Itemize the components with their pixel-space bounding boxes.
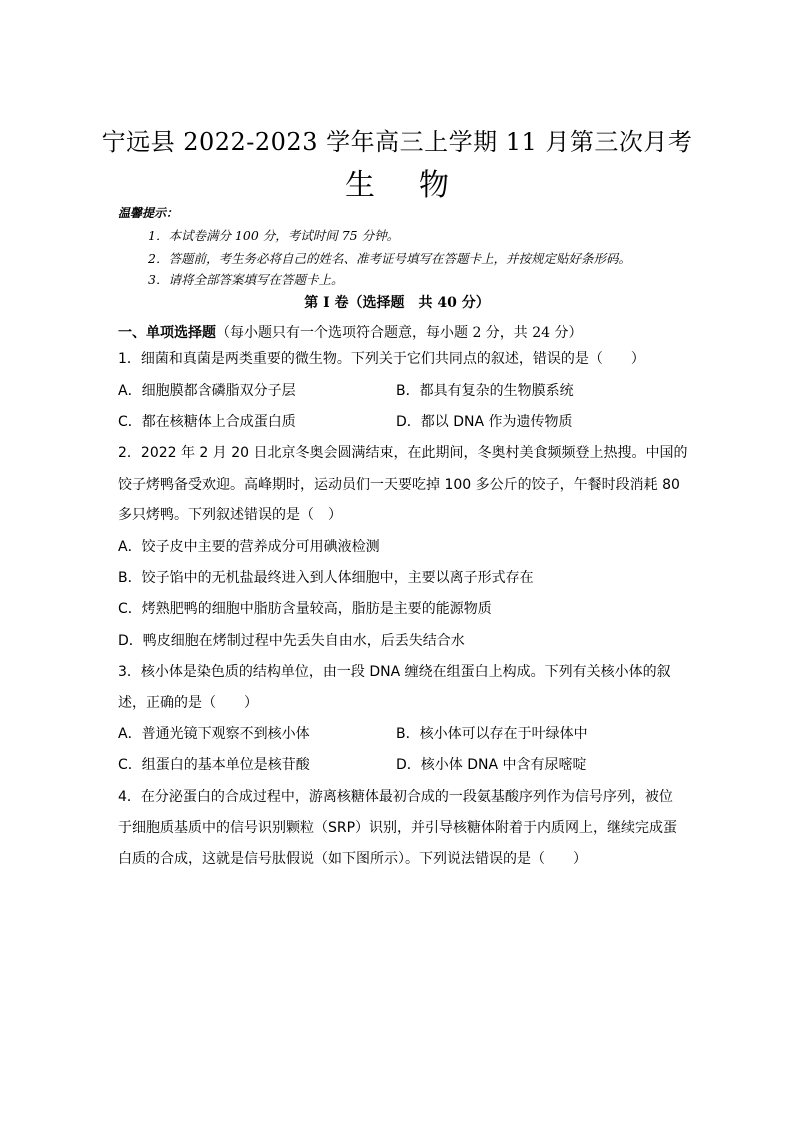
question-3-option-b: B．核小体可以存在于叶绿体中: [396, 726, 588, 742]
part-label: 一、单项选择题: [118, 325, 216, 341]
section-title: 第 I 卷（选择题 共 40 分）: [304, 295, 490, 311]
tip-item: 2．答题前，考生务必将自己的姓名、准考证号填写在答题卡上，并按规定贴好条形码。: [148, 251, 631, 266]
question-3-stem-line: 述，正确的是（ ）: [118, 695, 258, 711]
question-4-stem-line: 白质的合成，这就是信号肽假说（如下图所示）。下列说法错误的是（ ）: [118, 851, 587, 867]
question-3-option-d: D．核小体 DNA 中含有尿嘧啶: [396, 757, 587, 773]
question-4-stem-line: 4．在分泌蛋白的合成过程中，游离核糖体最初合成的一段氨基酸序列作为信号序列，被位: [118, 789, 673, 805]
tips-heading: 温馨提示：: [118, 206, 179, 220]
question-2-option-d: D．鸭皮细胞在烤制过程中先丢失自由水，后丢失结合水: [118, 633, 465, 649]
question-2-stem-line: 2．2022 年 2 月 20 日北京冬奥会圆满结束，在此期间，冬奥村美食频频登上热搜。中国的: [118, 445, 688, 461]
question-1-option-b: B．都具有复杂的生物膜系统: [396, 383, 574, 399]
question-1-stem: 1．细菌和真菌是两类重要的微生物。下列关于它们共同点的叙述，错误的是（ ）: [118, 351, 645, 367]
question-2-option-c: C．烤熟肥鸭的细胞中脂肪含量较高，脂肪是主要的能源物质: [118, 601, 492, 617]
question-1-option-d: D．都以 DNA 作为遗传物质: [396, 414, 573, 430]
exam-title: 宁远县 2022-2023 学年高三上学期 11 月第三次月考: [101, 128, 693, 156]
question-1-option-c: C．都在核糖体上合成蛋白质: [118, 414, 296, 430]
part-note: （每小题只有一个选项符合题意，每小题 2 分，共 24 分）: [216, 325, 583, 341]
question-2-option-b: B．饺子馅中的无机盐最终进入到人体细胞中，主要以离子形式存在: [118, 570, 534, 586]
tip-item: 1．本试卷满分 100 分，考试时间 75 分钟。: [148, 228, 400, 243]
subject-title: 生物: [345, 168, 493, 203]
question-2-stem-line: 饺子烤鸭备受欢迎。高峰期时，运动员们一天要吃掉 100 多公斤的饺子，午餐时段消耗 80: [118, 477, 680, 493]
tip-item: 3．请将全部答案填写在答题卡上。: [148, 272, 344, 287]
question-3-option-c: C．组蛋白的基本单位是核苷酸: [118, 757, 310, 773]
question-1-option-a: A．细胞膜都含磷脂双分子层: [118, 383, 296, 399]
question-2-option-a: A．饺子皮中主要的营养成分可用碘液检测: [118, 539, 380, 555]
question-3-stem-line: 3．核小体是染色质的结构单位，由一段 DNA 缠绕在组蛋白上构成。下列有关核小体的叙: [118, 664, 671, 680]
question-4-stem-line: 于细胞质基质中的信号识别颗粒（SRP）识别，并引导核糖体附着于内质网上，继续完成蛋: [118, 820, 678, 836]
question-2-stem-line: 多只烤鸭。下列叙述错误的是（ ）: [118, 507, 342, 523]
part-heading: [118, 322, 583, 342]
question-3-option-a: A．普通光镜下观察不到核小体: [118, 726, 310, 742]
